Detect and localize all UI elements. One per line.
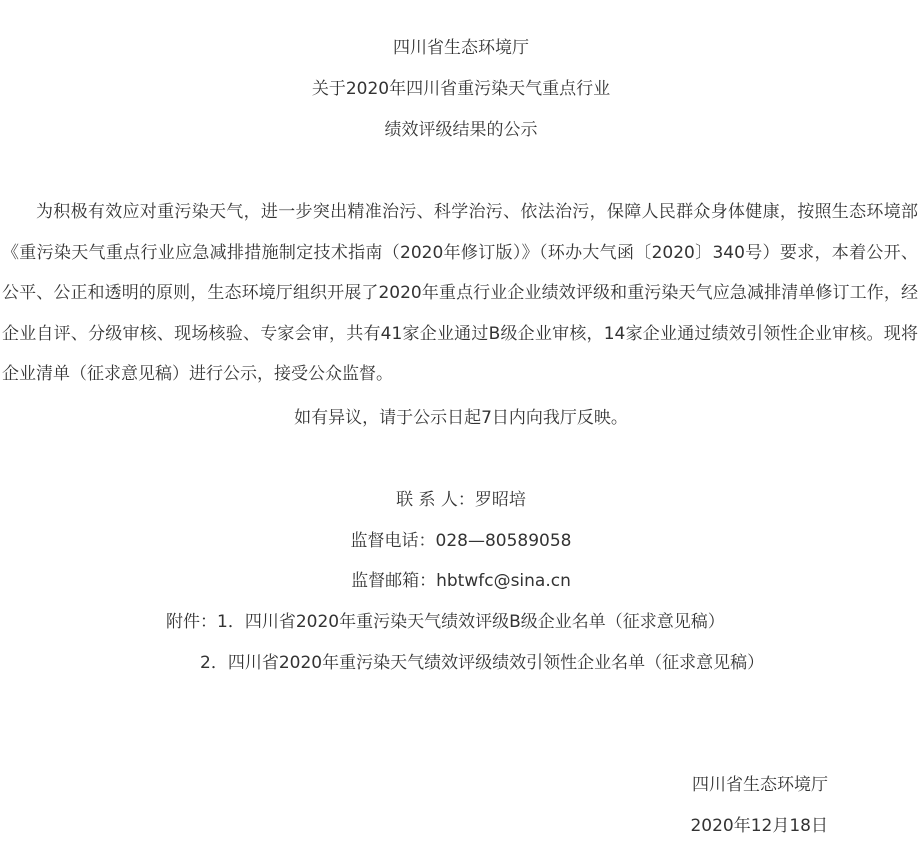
objection-line: 如有异议，请于公示日起7日内向我厅反映。 [294, 408, 628, 428]
attachment-item-2: 2．四川省2020年重污染天气绩效评级绩效引领性企业名单（征求意见稿） [200, 653, 765, 673]
title-line-2: 关于2020年四川省重污染天气重点行业 [311, 79, 611, 99]
contact-phone: 监督电话：028—80589058 [350, 531, 572, 551]
attachment-item-1: 附件：1．四川省2020年重污染天气绩效评级B级企业名单（征求意见稿） [166, 612, 725, 632]
title-line-3: 绩效评级结果的公示 [384, 120, 538, 140]
signature-org: 四川省生态环境厅 [692, 775, 828, 795]
contact-email: 监督邮箱：hbtwfc@sina.cn [351, 571, 571, 591]
body-paragraph: 为积极有效应对重污染天气，进一步突出精准治污、科学治污、依法治污，保障人民群众身体健康，按照生态环境部《重污染天气重点行业应急减排措施制定技术指南（2020年修订版）》（环办大气函〔2020〕340号）要求，本着公开、公平、公正和透明的原则，生态环境厅组织开展了2020年重点行业企业绩效评级和重污染天气应急减排清单修订工作，经企业自评、分级审核、现场核验、专家会审，共有41家企业通过B级企业审核，14家企业通过绩效引领性企业审核。现将企业清单（征求意见稿）进行公示，接受公众监督。 [2, 202, 918, 384]
contact-person: 联 系 人：罗昭培 [396, 490, 526, 510]
signature-date: 2020年12月18日 [690, 816, 828, 836]
title-line-1: 四川省生态环境厅 [393, 38, 529, 58]
